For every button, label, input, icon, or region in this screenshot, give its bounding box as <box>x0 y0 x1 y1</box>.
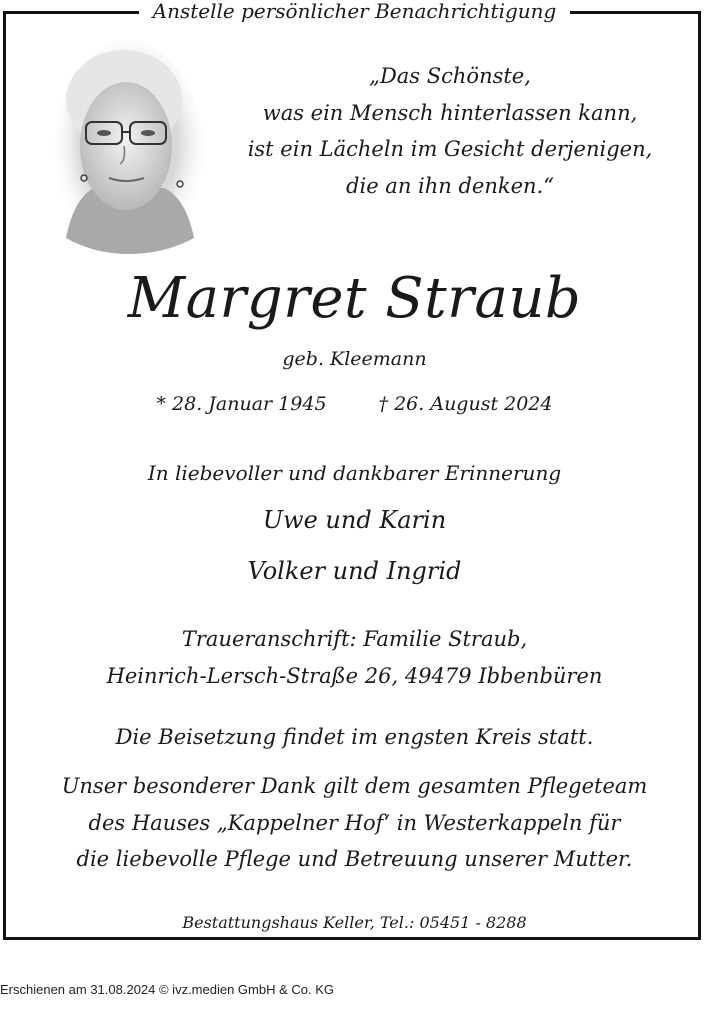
mourning-address-line: Heinrich-Lersch-Straße 26, 49479 Ibbenbüren <box>106 664 603 688</box>
mourner-name: Volker und Ingrid <box>247 557 462 585</box>
thanks-line: des Hauses „Kappelner Hof‘ in Westerkappeln für <box>88 810 621 835</box>
portrait-photo <box>54 38 204 256</box>
quote <box>240 58 660 204</box>
undertaker-contact: Bestattungshaus Keller, Tel.: 05451 - 8288 <box>182 913 527 932</box>
deceased-name: Margret Straub <box>127 266 582 331</box>
quote-line: die an ihn denken.“ <box>346 173 554 198</box>
birth-date: * 28. Januar 1945 <box>156 393 327 415</box>
mourning-address-line: Traueranschrift: Familie Straub, <box>181 627 528 651</box>
thanks-line: die liebevolle Pflege und Betreuung unserer Mutter. <box>76 847 633 871</box>
maiden-name: geb. Kleemann <box>282 348 427 370</box>
memory-line: In liebevoller und dankbarer Erinnerung <box>147 461 562 485</box>
thanks-line: Unser besonderer Dank gilt dem gesamten Pflegeteam <box>61 774 648 798</box>
quote-line: ist ein Lächeln im Gesicht derjenigen, <box>247 137 653 161</box>
header-label <box>0 0 709 23</box>
mourner-name: Uwe und Karin <box>262 506 447 534</box>
header-label-text: Anstelle persönlicher Benachrichtigung <box>139 0 571 23</box>
thanks-note <box>0 768 709 878</box>
quote-line: „Das Schönste, <box>369 64 531 88</box>
life-dates <box>0 393 709 415</box>
quote-line: was ein Mensch hinterlassen kann, <box>262 100 638 125</box>
death-date: † 26. August 2024 <box>378 393 553 415</box>
burial-note: Die Beisetzung findet im engsten Kreis statt. <box>115 725 594 749</box>
publication-footer: Erschienen am 31.08.2024 © ivz.medien GmbH & Co. KG <box>0 982 335 997</box>
